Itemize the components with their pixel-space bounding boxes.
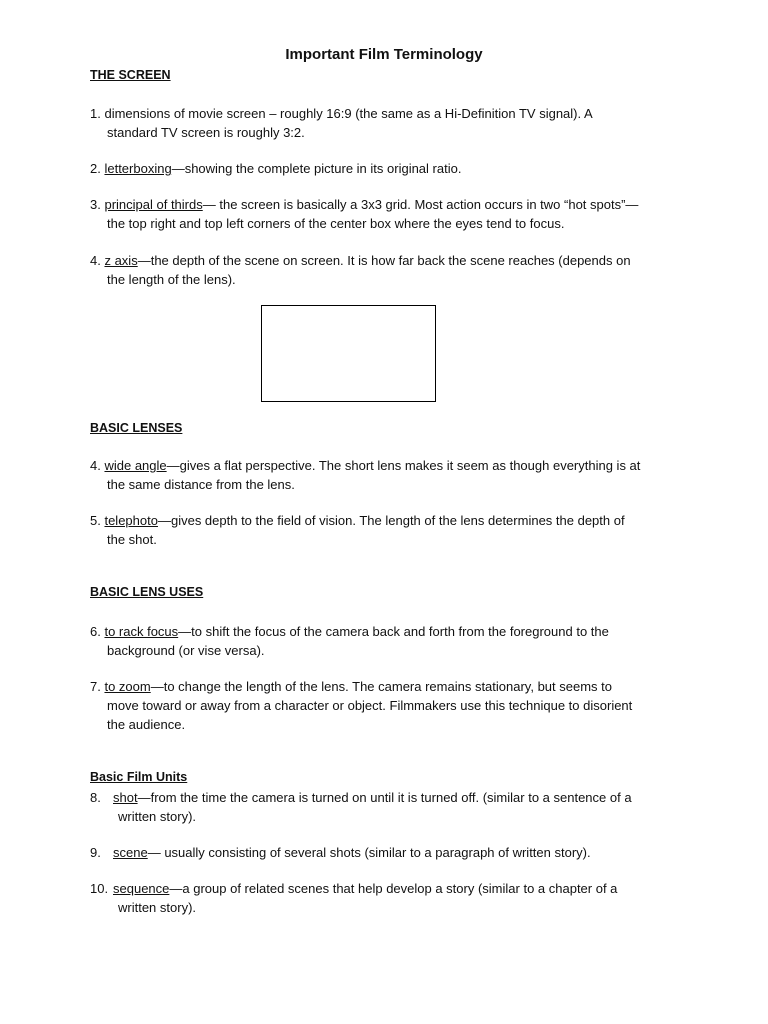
term-sequence: sequence <box>113 881 170 896</box>
item-text: —showing the complete picture in its original ratio. <box>171 161 462 176</box>
heading-basic-film-units: Basic Film Units <box>90 770 188 784</box>
item-text: — the screen is basically a 3x3 grid. Most action occurs in two “hot spots”— <box>202 197 639 212</box>
heading-basic-lens-uses: BASIC LENS USES <box>90 585 204 599</box>
item-text-continued: the length of the lens). <box>107 272 236 287</box>
item-text-continued: the shot. <box>107 532 157 547</box>
item-text: —gives a flat perspective. The short lens makes it seem as though everything is at <box>166 458 641 473</box>
item-text-continued: move toward or away from a character or object. Filmmakers use this technique to disorient <box>107 698 633 713</box>
item-number: 5. <box>90 513 101 528</box>
heading-basic-lenses: BASIC LENSES <box>90 421 183 435</box>
item-number: 2. <box>90 161 101 176</box>
item-text: — usually consisting of several shots (similar to a paragraph of written story). <box>147 845 591 860</box>
item-text-continued: the top right and top left corners of the center box where the eyes tend to focus. <box>107 216 565 231</box>
list-item-sequence <box>90 879 690 917</box>
item-number: 4. <box>90 253 101 268</box>
item-number: 8. <box>90 790 101 805</box>
item-number: 10. <box>90 881 109 896</box>
term-shot: shot <box>113 790 138 805</box>
item-text: —from the time the camera is turned on until it is turned off. (similar to a sentence of a <box>137 790 632 805</box>
item-text: dimensions of movie screen – roughly 16:9 (the same as a Hi-Definition TV signal). A <box>104 106 593 121</box>
item-text-continued: written story). <box>118 809 197 824</box>
list-item-screen-dimensions <box>90 104 690 142</box>
list-item-rack-focus <box>90 622 690 660</box>
item-text-continued: standard TV screen is roughly 3:2. <box>107 125 305 140</box>
term-letterboxing: letterboxing <box>104 161 172 176</box>
item-text: —to shift the focus of the camera back and forth from the foreground to the <box>178 624 609 639</box>
term-rack-focus: to rack focus <box>104 624 179 639</box>
item-text-continued: the audience. <box>107 717 186 732</box>
item-number: 6. <box>90 624 101 639</box>
item-text: —to change the length of the lens. The camera remains stationary, but seems to <box>150 679 612 694</box>
term-telephoto: telephoto <box>104 513 158 528</box>
list-item-telephoto <box>90 511 690 549</box>
item-text: —a group of related scenes that help develop a story (similar to a chapter of a <box>169 881 618 896</box>
list-item-zoom <box>90 677 690 734</box>
term-z-axis: z axis <box>104 253 138 268</box>
item-number: 9. <box>90 845 101 860</box>
list-item-principal-of-thirds <box>90 195 690 233</box>
item-text-continued: background (or vise versa). <box>107 643 265 658</box>
heading-the-screen: THE SCREEN <box>90 68 171 82</box>
empty-frame-box <box>261 305 436 402</box>
item-text: —the depth of the scene on screen. It is how far back the scene reaches (depends on <box>137 253 631 268</box>
list-item-letterboxing <box>90 159 690 178</box>
item-number: 7. <box>90 679 101 694</box>
item-text-continued: the same distance from the lens. <box>107 477 295 492</box>
item-number: 4. <box>90 458 101 473</box>
term-scene: scene <box>113 845 148 860</box>
item-number: 3. <box>90 197 101 212</box>
item-text: —gives depth to the field of vision. The length of the lens determines the depth of <box>157 513 625 528</box>
list-item-shot <box>90 788 690 826</box>
list-item-z-axis <box>90 251 690 289</box>
item-number: 1. <box>90 106 101 121</box>
term-wide-angle: wide angle <box>104 458 167 473</box>
item-text-continued: written story). <box>118 900 197 915</box>
document-title: Important Film Terminology <box>285 46 483 63</box>
term-zoom: to zoom <box>104 679 151 694</box>
term-principal-of-thirds: principal of thirds <box>104 197 203 212</box>
list-item-wide-angle <box>90 456 690 494</box>
list-item-scene <box>90 843 690 862</box>
